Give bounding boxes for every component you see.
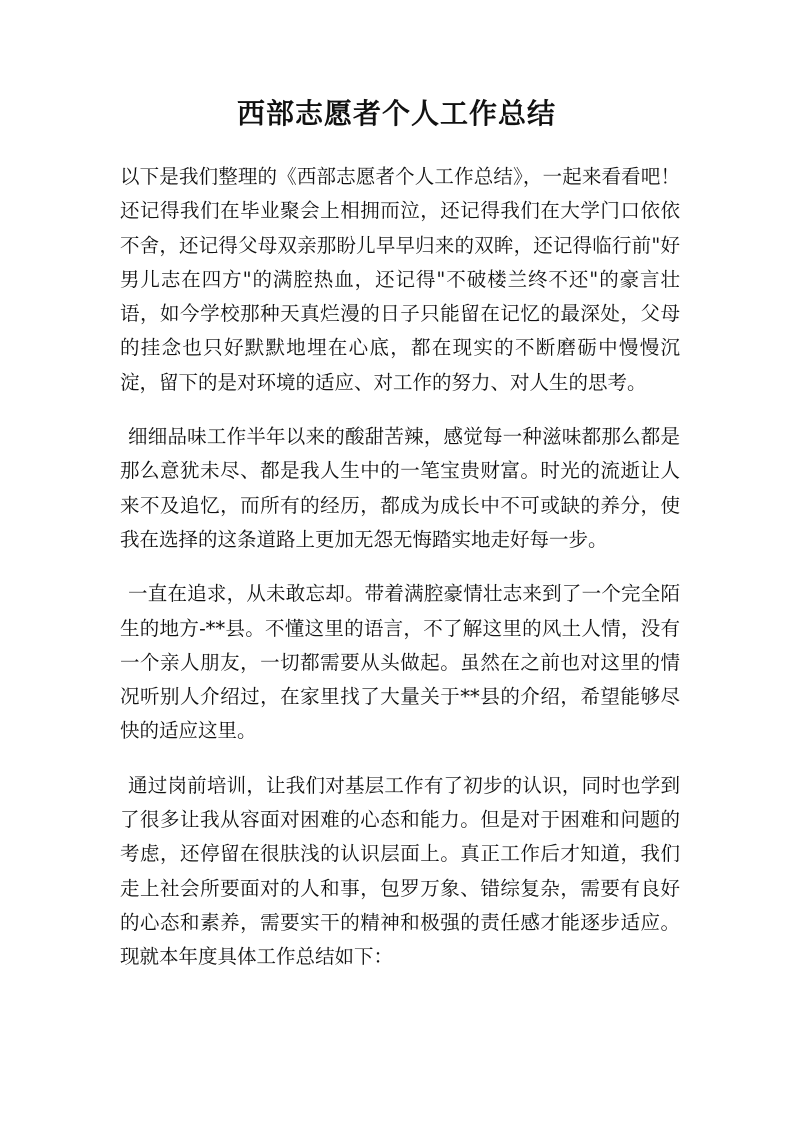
document-body: [120, 160, 680, 995]
paragraph-training: 通过岗前培训，让我们对基层工作有了初步的认识，同时也学到了很多让我从容面对困难的心态和能力。但是对于困难和问题的考虑，还停留在很肤浅的认识层面上。真正工作后才知道，我们走上社会所要面对的人和事，包罗万象、错综复杂，需要有良好的心态和素养，需要实干的精神和极强的责任感才能逐步适应。现就本年度具体工作总结如下：: [120, 773, 680, 969]
paragraph-arrival: 一直在追求，从未敢忘却。带着满腔豪情壮志来到了一个完全陌生的地方-**县。不懂这里的语言，不了解这里的风土人情，没有一个亲人朋友，一切都需要从头做起。虽然在之前也对这里的情况听别人介绍过，在家里找了大量关于**县的介绍，希望能够尽快的适应这里。: [120, 582, 680, 743]
paragraph-reflection: 细细品味工作半年以来的酸甜苦辣，感觉每一种滋味都那么都是那么意犹未尽、都是我人生中的一笔宝贵财富。时光的流逝让人来不及追忆，而所有的经历，都成为成长中不可或缺的养分，使我在选择的这条道路上更加无怨无悔踏实地走好每一步。: [120, 425, 680, 551]
document-title: 西部志愿者个人工作总结: [236, 97, 556, 130]
paragraph-intro: 以下是我们整理的《西部志愿者个人工作总结》，一起来看看吧！还记得我们在毕业聚会上相拥而泣，还记得我们在大学门口依依不舍，还记得父母双亲那盼儿早早归来的双眸，还记得临行前"好男儿志在四方"的满腔热血，还记得"不破楼兰终不还"的豪言壮语，如今学校那种天真烂漫的日子只能留在记忆的最深处，父母的挂念也只好默默地埋在心底，都在现实的不断磨砺中慢慢沉淀，留下的是对环境的适应、对工作的努力、对人生的思考。: [120, 165, 680, 394]
